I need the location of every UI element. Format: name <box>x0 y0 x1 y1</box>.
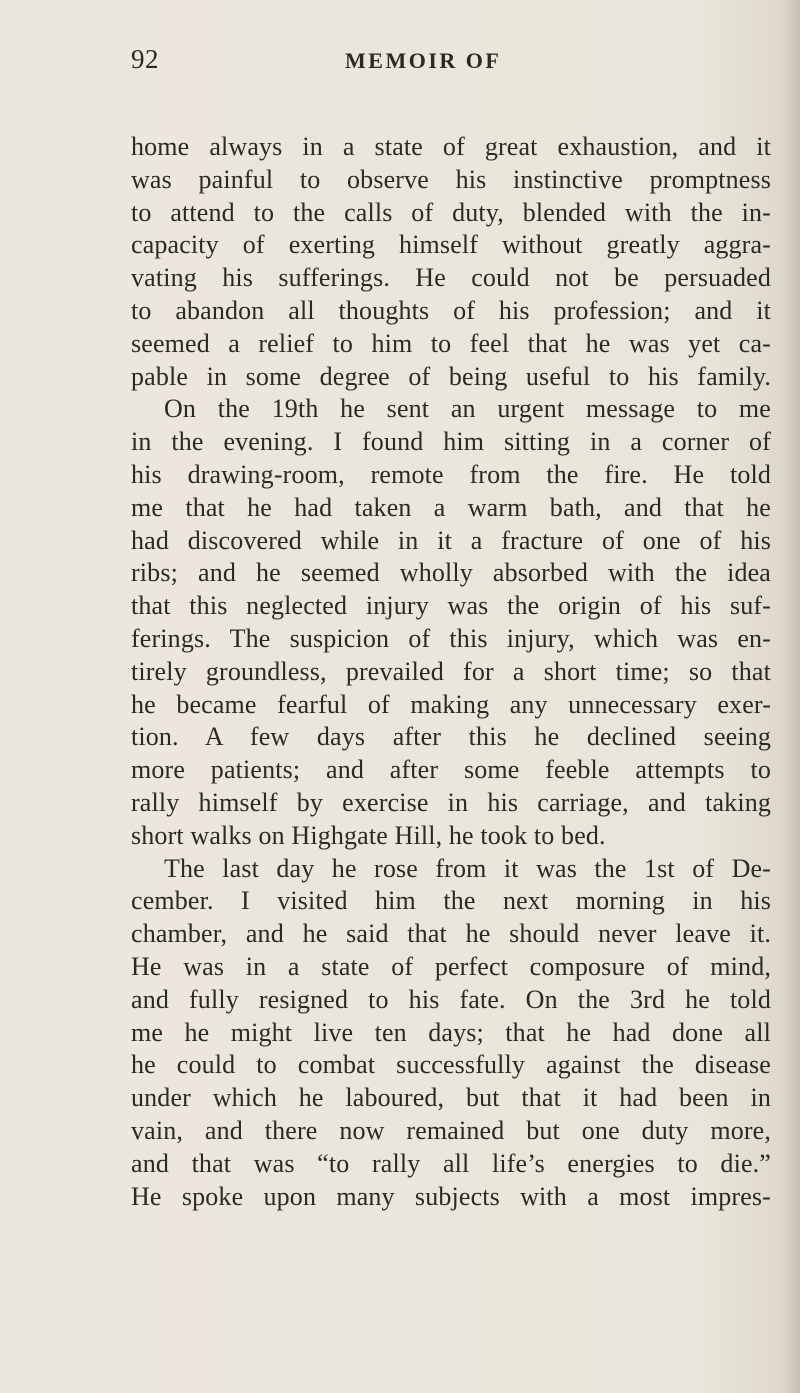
page-number: 92 <box>131 44 159 74</box>
text-line-26: He was in a state of perfect composure of mind, <box>131 951 771 981</box>
text-line-14: ribs; and he seemed wholly absorbed with the idea <box>131 558 771 588</box>
text-line-9: On the 19th he sent an urgent message to me <box>164 394 771 424</box>
text-line-30: under which he laboured, but that it had been in <box>131 1083 771 1113</box>
text-line-24: cember. I visited him the next morning in his <box>131 886 771 916</box>
running-head <box>131 44 771 84</box>
text-line-1: home always in a state of great exhaustion, and it <box>131 132 771 161</box>
text-line-25: chamber, and he said that he should never leave it. <box>131 919 771 949</box>
text-line-32: and that was “to rally all life’s energies to die.” <box>131 1148 771 1178</box>
text-line-29: he could to combat successfully against the disease <box>131 1050 771 1080</box>
text-line-8: pable in some degree of being useful to his family. <box>131 361 771 391</box>
text-line-18: he became fearful of making any unnecessary exer- <box>131 689 771 719</box>
body-text <box>131 131 771 1213</box>
text-line-7: seemed a relief to him to feel that he was yet ca- <box>131 328 771 358</box>
text-line-20: more patients; and after some feeble attempts to <box>131 755 771 785</box>
text-line-16: ferings. The suspicion of this injury, which was en- <box>131 623 771 653</box>
text-line-17: tirely groundless, prevailed for a short time; so that <box>131 656 771 686</box>
text-line-27: and fully resigned to his fate. On the 3rd he told <box>131 984 771 1014</box>
running-title: MEMOIR OF <box>345 48 502 73</box>
text-line-13: had discovered while in it a fracture of one of his <box>131 525 771 555</box>
text-line-6: to abandon all thoughts of his profession; and it <box>131 295 771 325</box>
text-line-11: his drawing-room, remote from the fire. He told <box>131 459 771 489</box>
text-line-15: that this neglected injury was the origin of his suf- <box>131 591 771 621</box>
text-line-23: The last day he rose from it was the 1st of De- <box>164 853 771 883</box>
text-line-33: He spoke upon many subjects with a most impres- <box>131 1181 771 1211</box>
text-line-21: rally himself by exercise in his carriage, and taking <box>131 787 771 817</box>
text-line-5: vating his sufferings. He could not be persuaded <box>131 263 771 293</box>
text-line-3: to attend to the calls of duty, blended with the in- <box>131 197 771 227</box>
text-line-10: in the evening. I found him sitting in a corner of <box>131 427 771 457</box>
page-edge-shadow <box>782 0 800 1393</box>
text-line-31: vain, and there now remained but one duty more, <box>131 1115 771 1145</box>
text-line-2: was painful to observe his instinctive promptness <box>131 164 771 194</box>
text-line-22: short walks on Highgate Hill, he took to bed. <box>131 820 606 850</box>
text-line-19: tion. A few days after this he declined seeing <box>131 722 771 752</box>
text-line-4: capacity of exerting himself without greatly aggra- <box>131 230 771 260</box>
text-line-12: me that he had taken a warm bath, and that he <box>131 492 771 522</box>
text-line-28: me he might live ten days; that he had done all <box>131 1017 771 1047</box>
